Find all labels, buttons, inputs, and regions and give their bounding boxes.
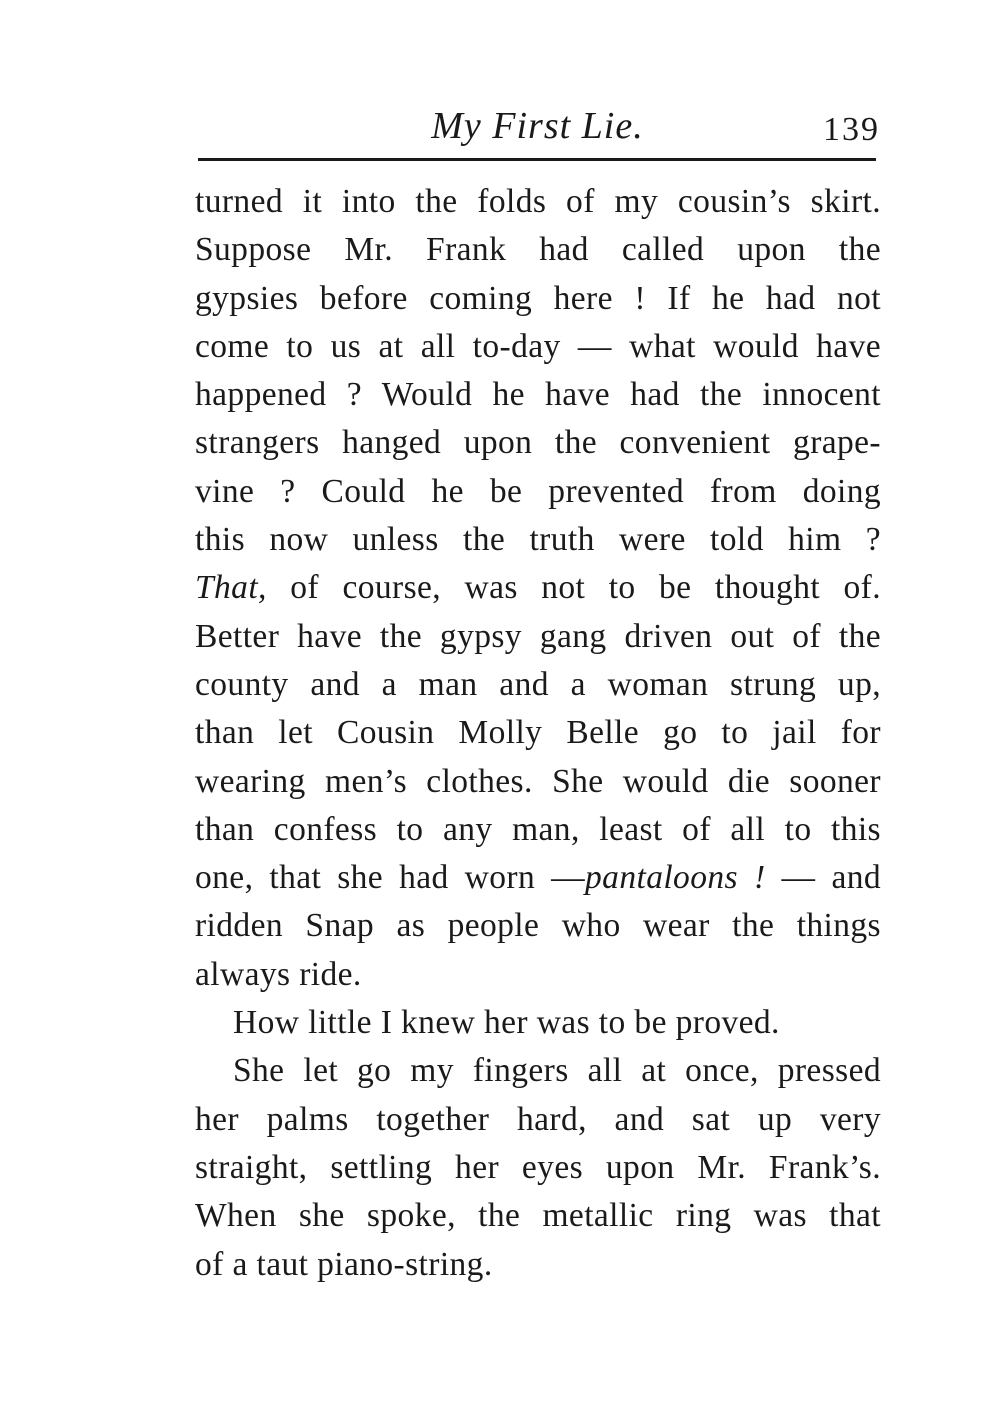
text-line: strangers hanged upon the convenient grape- (195, 424, 881, 462)
running-title: My First Lie. (431, 105, 644, 147)
text-line: gypsies before coming here ! If he had not (195, 279, 881, 317)
text-line: her palms together hard, and sat up very (195, 1100, 881, 1138)
text-line: Suppose Mr. Frank had called upon the (195, 231, 881, 269)
page-number: 139 (823, 111, 880, 148)
text-line (195, 564, 881, 612)
text-line: vine ? Could he be prevented from doing (195, 472, 881, 510)
text-line: of a taut piano-string. (195, 1245, 493, 1283)
italic-word: pantaloons ! (585, 859, 766, 897)
text-line: turned it into the folds of my cousin’s skirt. (195, 183, 881, 220)
text-line: ridden Snap as people who wear the things (195, 907, 881, 945)
header-rule (198, 158, 876, 161)
body-text (195, 178, 881, 1289)
text-line: happened ? Would he have had the innocent (195, 376, 881, 414)
text-line: come to us at all to-day — what would have (195, 327, 881, 365)
text-line: than confess to any man, least of all to this (195, 810, 881, 848)
text-line: straight, settling her eyes upon Mr. Frank’s. (195, 1148, 881, 1186)
text-segment: — and (765, 859, 882, 897)
text-segment: one, that she had worn — (195, 859, 586, 897)
text-line: When she spoke, the metallic ring was that (195, 1197, 881, 1235)
text-line: than let Cousin Molly Belle go to jail for (195, 714, 881, 752)
text-line (195, 854, 881, 902)
text-line: She let go my fingers all at once, pressed (233, 1052, 881, 1090)
text-segment: of course, was not to be thought of. (266, 569, 881, 607)
text-line: Better have the gypsy gang driven out of the (195, 617, 881, 655)
text-line: this now unless the truth were told him ? (195, 521, 881, 559)
text-line: wearing men’s clothes. She would die sooner (195, 762, 881, 800)
italic-word: That, (195, 569, 267, 607)
text-line: county and a man and a woman strung up, (195, 665, 881, 703)
text-line: always ride. (195, 955, 362, 993)
text-line: How little I knew her was to be proved. (233, 1004, 780, 1042)
running-head (195, 96, 880, 156)
